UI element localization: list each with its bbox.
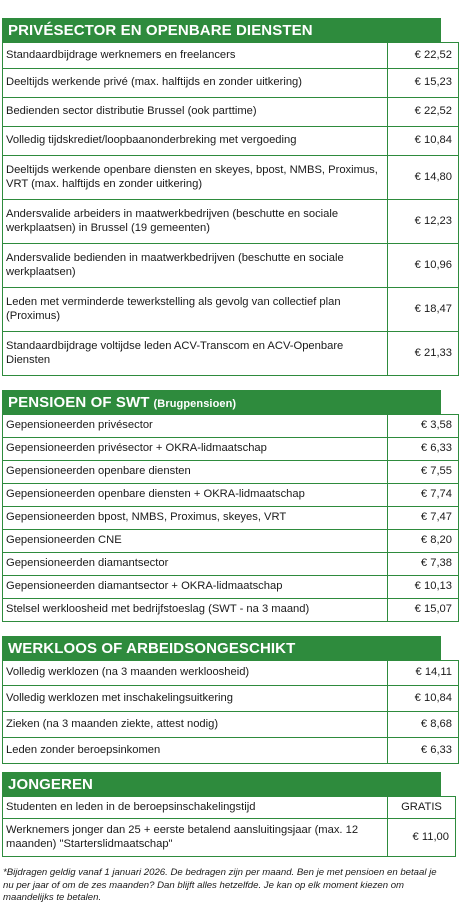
footnote: *Bijdragen geldig vanaf 1 januari 2026. De bedragen zijn per maand. Ben je met pensioen en betaal je nu per jaar of om de zes maanden? Dan blijft alles hetzelfde. Je kan op elk moment kiezen om maandelijks te betalen.	[3, 867, 437, 903]
row-value: € 7,38	[388, 553, 459, 576]
row-label: Gepensioneerden privésector	[3, 415, 388, 438]
row-value: € 6,33	[388, 438, 459, 461]
row-value: € 8,20	[388, 530, 459, 553]
table-row	[3, 415, 459, 438]
row-value: € 7,47	[388, 507, 459, 530]
row-value: € 10,13	[388, 576, 459, 599]
table-row	[3, 507, 459, 530]
section-header	[2, 772, 441, 796]
section-subtitle: (Brugpensioen)	[153, 397, 237, 410]
table-row	[3, 156, 459, 200]
rate-table	[2, 414, 459, 622]
row-label: Deeltijds werkende openbare diensten en skeyes, bpost, NMBS, Proximus, VRT (max. halftijds en zonder uitkering)	[3, 156, 388, 200]
row-label: Standaardbijdrage werknemers en freelancers	[3, 43, 388, 69]
section-title: JONGEREN	[8, 775, 93, 793]
table-row	[3, 98, 459, 127]
table-row	[3, 599, 459, 622]
row-value: € 14,80	[388, 156, 459, 200]
table-row	[3, 438, 459, 461]
table-row	[3, 461, 459, 484]
table-row	[3, 553, 459, 576]
row-value: € 3,58	[388, 415, 459, 438]
row-label: Gepensioneerden CNE	[3, 530, 388, 553]
table-row	[3, 819, 456, 857]
row-label: Zieken (na 3 maanden ziekte, attest nodig)	[3, 712, 388, 738]
table-row	[3, 738, 459, 764]
section-title: PRIVÉSECTOR EN OPENBARE DIENSTEN	[8, 21, 313, 39]
row-label: Volledig tijdskrediet/loopbaanonderbreking met vergoeding	[3, 127, 388, 156]
section-title: PENSIOEN OF SWT	[8, 393, 150, 411]
table-row	[3, 200, 459, 244]
section-header	[2, 636, 441, 660]
rate-table	[2, 660, 459, 764]
table-row	[3, 332, 459, 376]
row-value: € 18,47	[388, 288, 459, 332]
row-label: Gepensioneerden bpost, NMBS, Proximus, skeyes, VRT	[3, 507, 388, 530]
row-label: Volledig werklozen met inschakelingsuitkering	[3, 686, 388, 712]
table-row	[3, 69, 459, 98]
row-value: € 8,68	[388, 712, 459, 738]
table-row	[3, 127, 459, 156]
row-value: € 12,23	[388, 200, 459, 244]
row-value: € 21,33	[388, 332, 459, 376]
row-label: Deeltijds werkende privé (max. halftijds en zonder uitkering)	[3, 69, 388, 98]
table-row	[3, 712, 459, 738]
table-row	[3, 686, 459, 712]
row-value: € 14,11	[388, 661, 459, 686]
table-row	[3, 576, 459, 599]
table-row	[3, 661, 459, 686]
section-private-public	[2, 18, 452, 376]
row-label: Gepensioneerden openbare diensten + OKRA-lidmaatschap	[3, 484, 388, 507]
section-header	[2, 18, 441, 42]
row-value: € 10,84	[388, 127, 459, 156]
row-label: Standaardbijdrage voltijdse leden ACV-Transcom en ACV-Openbare Diensten	[3, 332, 388, 376]
row-label: Andersvalide arbeiders in maatwerkbedrijven (beschutte en sociale werkplaatsen) in Brussel (19 gemeenten)	[3, 200, 388, 244]
row-value: € 22,52	[388, 43, 459, 69]
row-label: Leden met verminderde tewerkstelling als gevolg van collectief plan (Proximus)	[3, 288, 388, 332]
table-row	[3, 43, 459, 69]
row-label: Gepensioneerden diamantsector + OKRA-lidmaatschap	[3, 576, 388, 599]
section-title: WERKLOOS OF ARBEIDSONGESCHIKT	[8, 639, 296, 657]
row-label: Werknemers jonger dan 25 + eerste betalend aansluitingsjaar (max. 12 maanden) "Starterslidmaatschap"	[3, 819, 388, 857]
row-label: Gepensioneerden openbare diensten	[3, 461, 388, 484]
row-value: GRATIS	[388, 797, 456, 819]
section-pension	[2, 390, 452, 622]
row-value: € 11,00	[388, 819, 456, 857]
row-label: Andersvalide bedienden in maatwerkbedrijven (beschutte en sociale werkplaatsen)	[3, 244, 388, 288]
table-row	[3, 484, 459, 507]
section-header	[2, 390, 441, 414]
row-label: Volledig werklozen (na 3 maanden werkloosheid)	[3, 661, 388, 686]
row-value: € 7,74	[388, 484, 459, 507]
section-youth	[2, 772, 449, 857]
row-label: Gepensioneerden privésector + OKRA-lidmaatschap	[3, 438, 388, 461]
row-value: € 6,33	[388, 738, 459, 764]
table-row	[3, 797, 456, 819]
row-value: € 15,07	[388, 599, 459, 622]
row-value: € 22,52	[388, 98, 459, 127]
row-value: € 10,96	[388, 244, 459, 288]
row-label: Stelsel werkloosheid met bedrijfstoeslag (SWT - na 3 maand)	[3, 599, 388, 622]
table-row	[3, 288, 459, 332]
section-unemployed	[2, 636, 452, 764]
row-label: Gepensioneerden diamantsector	[3, 553, 388, 576]
table-row	[3, 244, 459, 288]
row-value: € 15,23	[388, 69, 459, 98]
row-label: Studenten en leden in de beroepsinschakelingstijd	[3, 797, 388, 819]
row-label: Bedienden sector distributie Brussel (ook parttime)	[3, 98, 388, 127]
row-value: € 7,55	[388, 461, 459, 484]
row-value: € 10,84	[388, 686, 459, 712]
table-row	[3, 530, 459, 553]
rate-table	[2, 42, 459, 376]
rate-table	[2, 796, 456, 857]
row-label: Leden zonder beroepsinkomen	[3, 738, 388, 764]
